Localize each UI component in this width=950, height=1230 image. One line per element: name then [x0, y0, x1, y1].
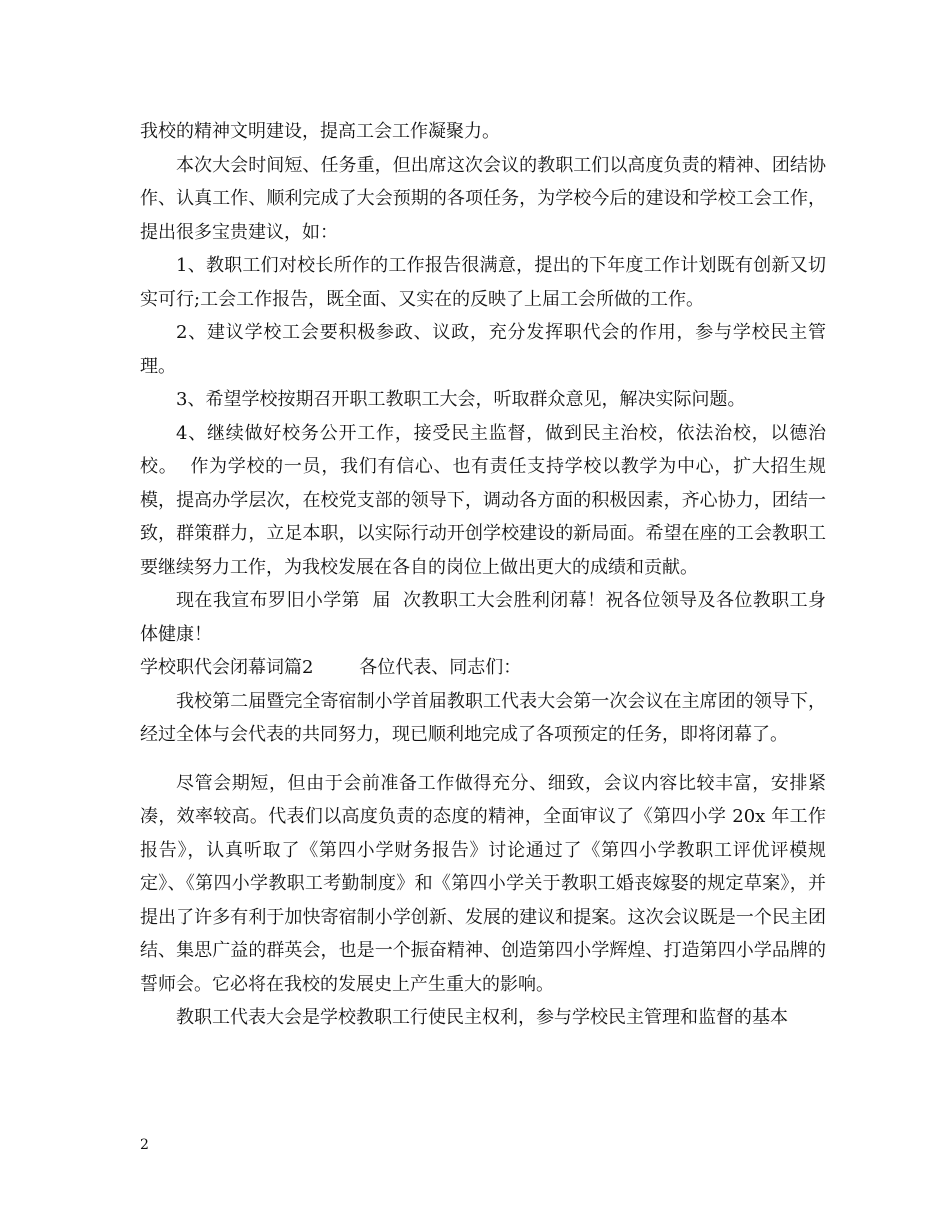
page-number: 2 — [140, 1137, 149, 1153]
paragraph-closing-declaration: 现在我宣布罗旧小学第 届 次教职工大会胜利闭幕！祝各位领导及各位教职工身体健康！ — [140, 590, 826, 645]
paragraph-suggestion-4: 4、继续做好校务公开工作，接受民主监督，做到民主治校，依法治校，以德治校。 作为学校的一员，我们有信心、也有责任支持学校以教学为中心，扩大招生规模，提高办学层次，在校党支部的领导下，调动各方面的积极因素，齐心协力，团结一致，群策群力，立足本职，以实际行动开创学校建设的新局面。希望在座的工会教职工要继续努力工作，为我校发展在各自的岗位上做出更大的成绩和贡献。 — [140, 422, 826, 578]
paragraph-suggestion-1: 1、教职工们对校长所作的工作报告很满意，提出的下年度工作计划既有创新又切实可行;工会工作报告，既全面、又实在的反映了上届工会所做的工作。 — [140, 255, 826, 310]
paragraph-continuation: 我校的精神文明建设，提高工会工作凝聚力。 — [140, 121, 500, 142]
paragraph-congress-role: 教职工代表大会是学校教职工行使民主权利，参与学校民主管理和监督的基本 — [176, 1007, 788, 1028]
paragraph-meeting-review: 尽管会期短，但由于会前准备工作做得充分、细致，会议内容比较丰富，安排紧凑，效率较高。代表们以高度负责的态度的精神，全面审议了《第四小学 20x 年工作报告》，认真听取了《第四小学财务报告》讨论通过了《第四小学教职工评优评模规定》、《第四小学教职工考勤制度》和《第四小学关于教职工婚丧嫁娶的规定草案》，并提出了许多有利于加快寄宿制小学创新、发展的建议和提案。这次会议既是一个民主团结、集思广益的群英会，也是一个振奋精神、创造第四小学辉煌、打造第四小学品牌的誓师会。它必将在我校的发展史上产生重大的影响。 — [140, 772, 826, 995]
paragraph-opening-speech: 我校第二届暨完全寄宿制小学首届教职工代表大会第一次会议在主席团的领导下，经过全体与会代表的共同努力，现已顺利地完成了各项预定的任务，即将闭幕了。 — [140, 690, 826, 745]
section-heading: 学校职代会闭幕词篇2 各位代表、同志们： — [140, 657, 522, 678]
paragraph-suggestion-2: 2、建议学校工会要积极参政、议政，充分发挥职代会的作用，参与学校民主管理。 — [140, 322, 826, 377]
paragraph-meeting-summary: 本次大会时间短、任务重，但出席这次会议的教职工们以高度负责的精神、团结协作、认真工作、顺利完成了大会预期的各项任务，为学校今后的建设和学校工会工作，提出很多宝贵建议，如： — [140, 154, 826, 243]
paragraph-suggestion-3: 3、希望学校按期召开职工教职工大会，听取群众意见，解决实际问题。 — [176, 389, 746, 410]
document-body — [140, 115, 826, 1035]
